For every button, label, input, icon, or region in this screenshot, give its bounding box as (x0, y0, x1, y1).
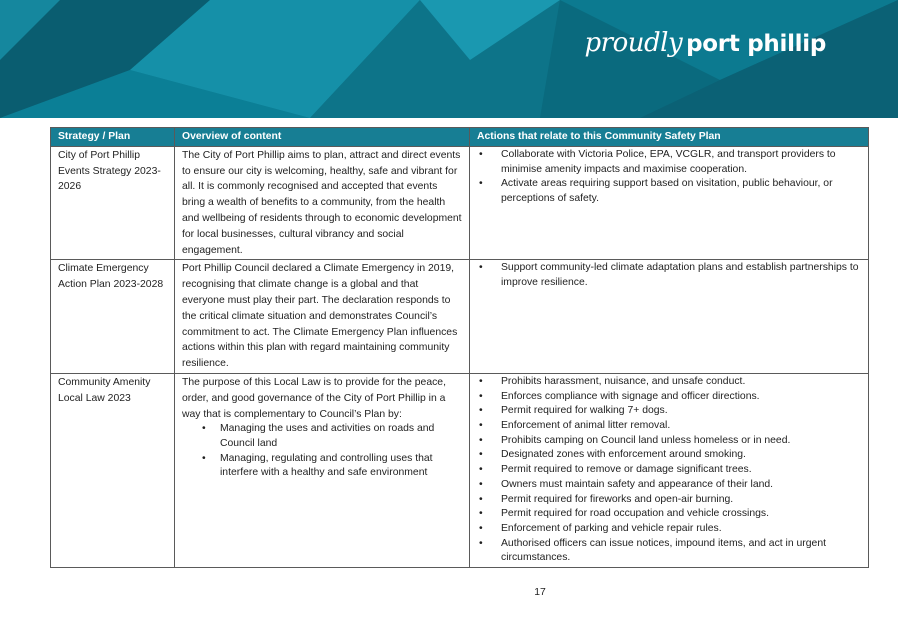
list-item: • Prohibits harassment, nuisance, and unsafe conduct. (501, 375, 861, 390)
list-item: • Managing, regulating and controlling uses that interfere with a healthy and safe environment (220, 452, 462, 481)
actions-cell (470, 373, 869, 567)
header-overview: Overview of content (175, 128, 470, 147)
strategy-cell: Community Amenity Local Law 2023 (51, 373, 175, 567)
list-item: • Authorised officers can issue notices, impound items, and act in urgent circumstances. (501, 537, 861, 566)
logo-bold-text: port phillip (686, 31, 826, 57)
list-item: • Enforcement of animal litter removal. (501, 419, 861, 434)
list-item: • Permit required to remove or damage significant trees. (501, 463, 861, 478)
actions-cell (470, 260, 869, 374)
list-item: • Activate areas requiring support based on visitation, public behaviour, or perceptions of safety. (501, 177, 861, 206)
list-item: • Designated zones with enforcement around smoking. (501, 448, 861, 463)
table-row-climate-plan (51, 260, 869, 374)
proudly-port-phillip-logo (585, 28, 826, 58)
list-item: • Managing the uses and activities on roads and Council land (220, 422, 462, 451)
actions-list (477, 375, 861, 566)
table-header-row (51, 128, 869, 147)
overview-text: The purpose of this Local Law is to provide for the peace, order, and good governance of the City of Port Phillip in a way that is complementary to Council’s Plan by: (182, 376, 446, 420)
logo-script-text: proudly (584, 28, 683, 58)
banner-graphic (0, 0, 898, 118)
actions-list (477, 148, 861, 207)
list-item: • Permit required for walking 7+ dogs. (501, 404, 861, 419)
list-item: • Permit required for road occupation and vehicle crossings. (501, 507, 861, 522)
overview-cell: The City of Port Phillip aims to plan, attract and direct events to ensure our city is welcoming, healthy, safe and vibrant for all. It is commonly recognised and accepted that events bring a wealth of benefits to a community, from the health and wellbeing of residents through to economic development for local businesses, cultural vibrancy and social engagement. (175, 146, 470, 260)
list-item: • Enforces compliance with signage and officer directions. (501, 390, 861, 405)
overview-cell (175, 373, 470, 567)
overview-bullets (182, 422, 462, 481)
overview-cell: Port Phillip Council declared a Climate Emergency in 2019, recognising that climate change is a global and that everyone must play their part. The declaration responds to the critical climate situation and demonstrates Council’s commitment to act. The Climate Emergency Plan influences actions within this plan with regard maintaining community resilience. (175, 260, 470, 374)
list-item: • Prohibits camping on Council land unless homeless or in need. (501, 434, 861, 449)
header-banner (0, 0, 898, 118)
page-number: 17 (534, 587, 546, 598)
header-strategy: Strategy / Plan (51, 128, 175, 147)
header-actions: Actions that relate to this Community Safety Plan (470, 128, 869, 147)
actions-list (477, 261, 861, 290)
list-item: • Permit required for fireworks and open-air burning. (501, 493, 861, 508)
strategy-table (50, 127, 869, 568)
list-item: • Collaborate with Victoria Police, EPA, VCGLR, and transport providers to minimise amenity impacts and maximise cooperation. (501, 148, 861, 177)
strategy-cell: Climate Emergency Action Plan 2023-2028 (51, 260, 175, 374)
list-item: • Support community-led climate adaptation plans and establish partnerships to improve resilience. (501, 261, 861, 290)
strategy-cell: City of Port Phillip Events Strategy 2023-2026 (51, 146, 175, 260)
list-item: • Enforcement of parking and vehicle repair rules. (501, 522, 861, 537)
table-row-local-law (51, 373, 869, 567)
table-row-events-strategy (51, 146, 869, 260)
actions-cell (470, 146, 869, 260)
list-item: • Owners must maintain safety and appearance of their land. (501, 478, 861, 493)
